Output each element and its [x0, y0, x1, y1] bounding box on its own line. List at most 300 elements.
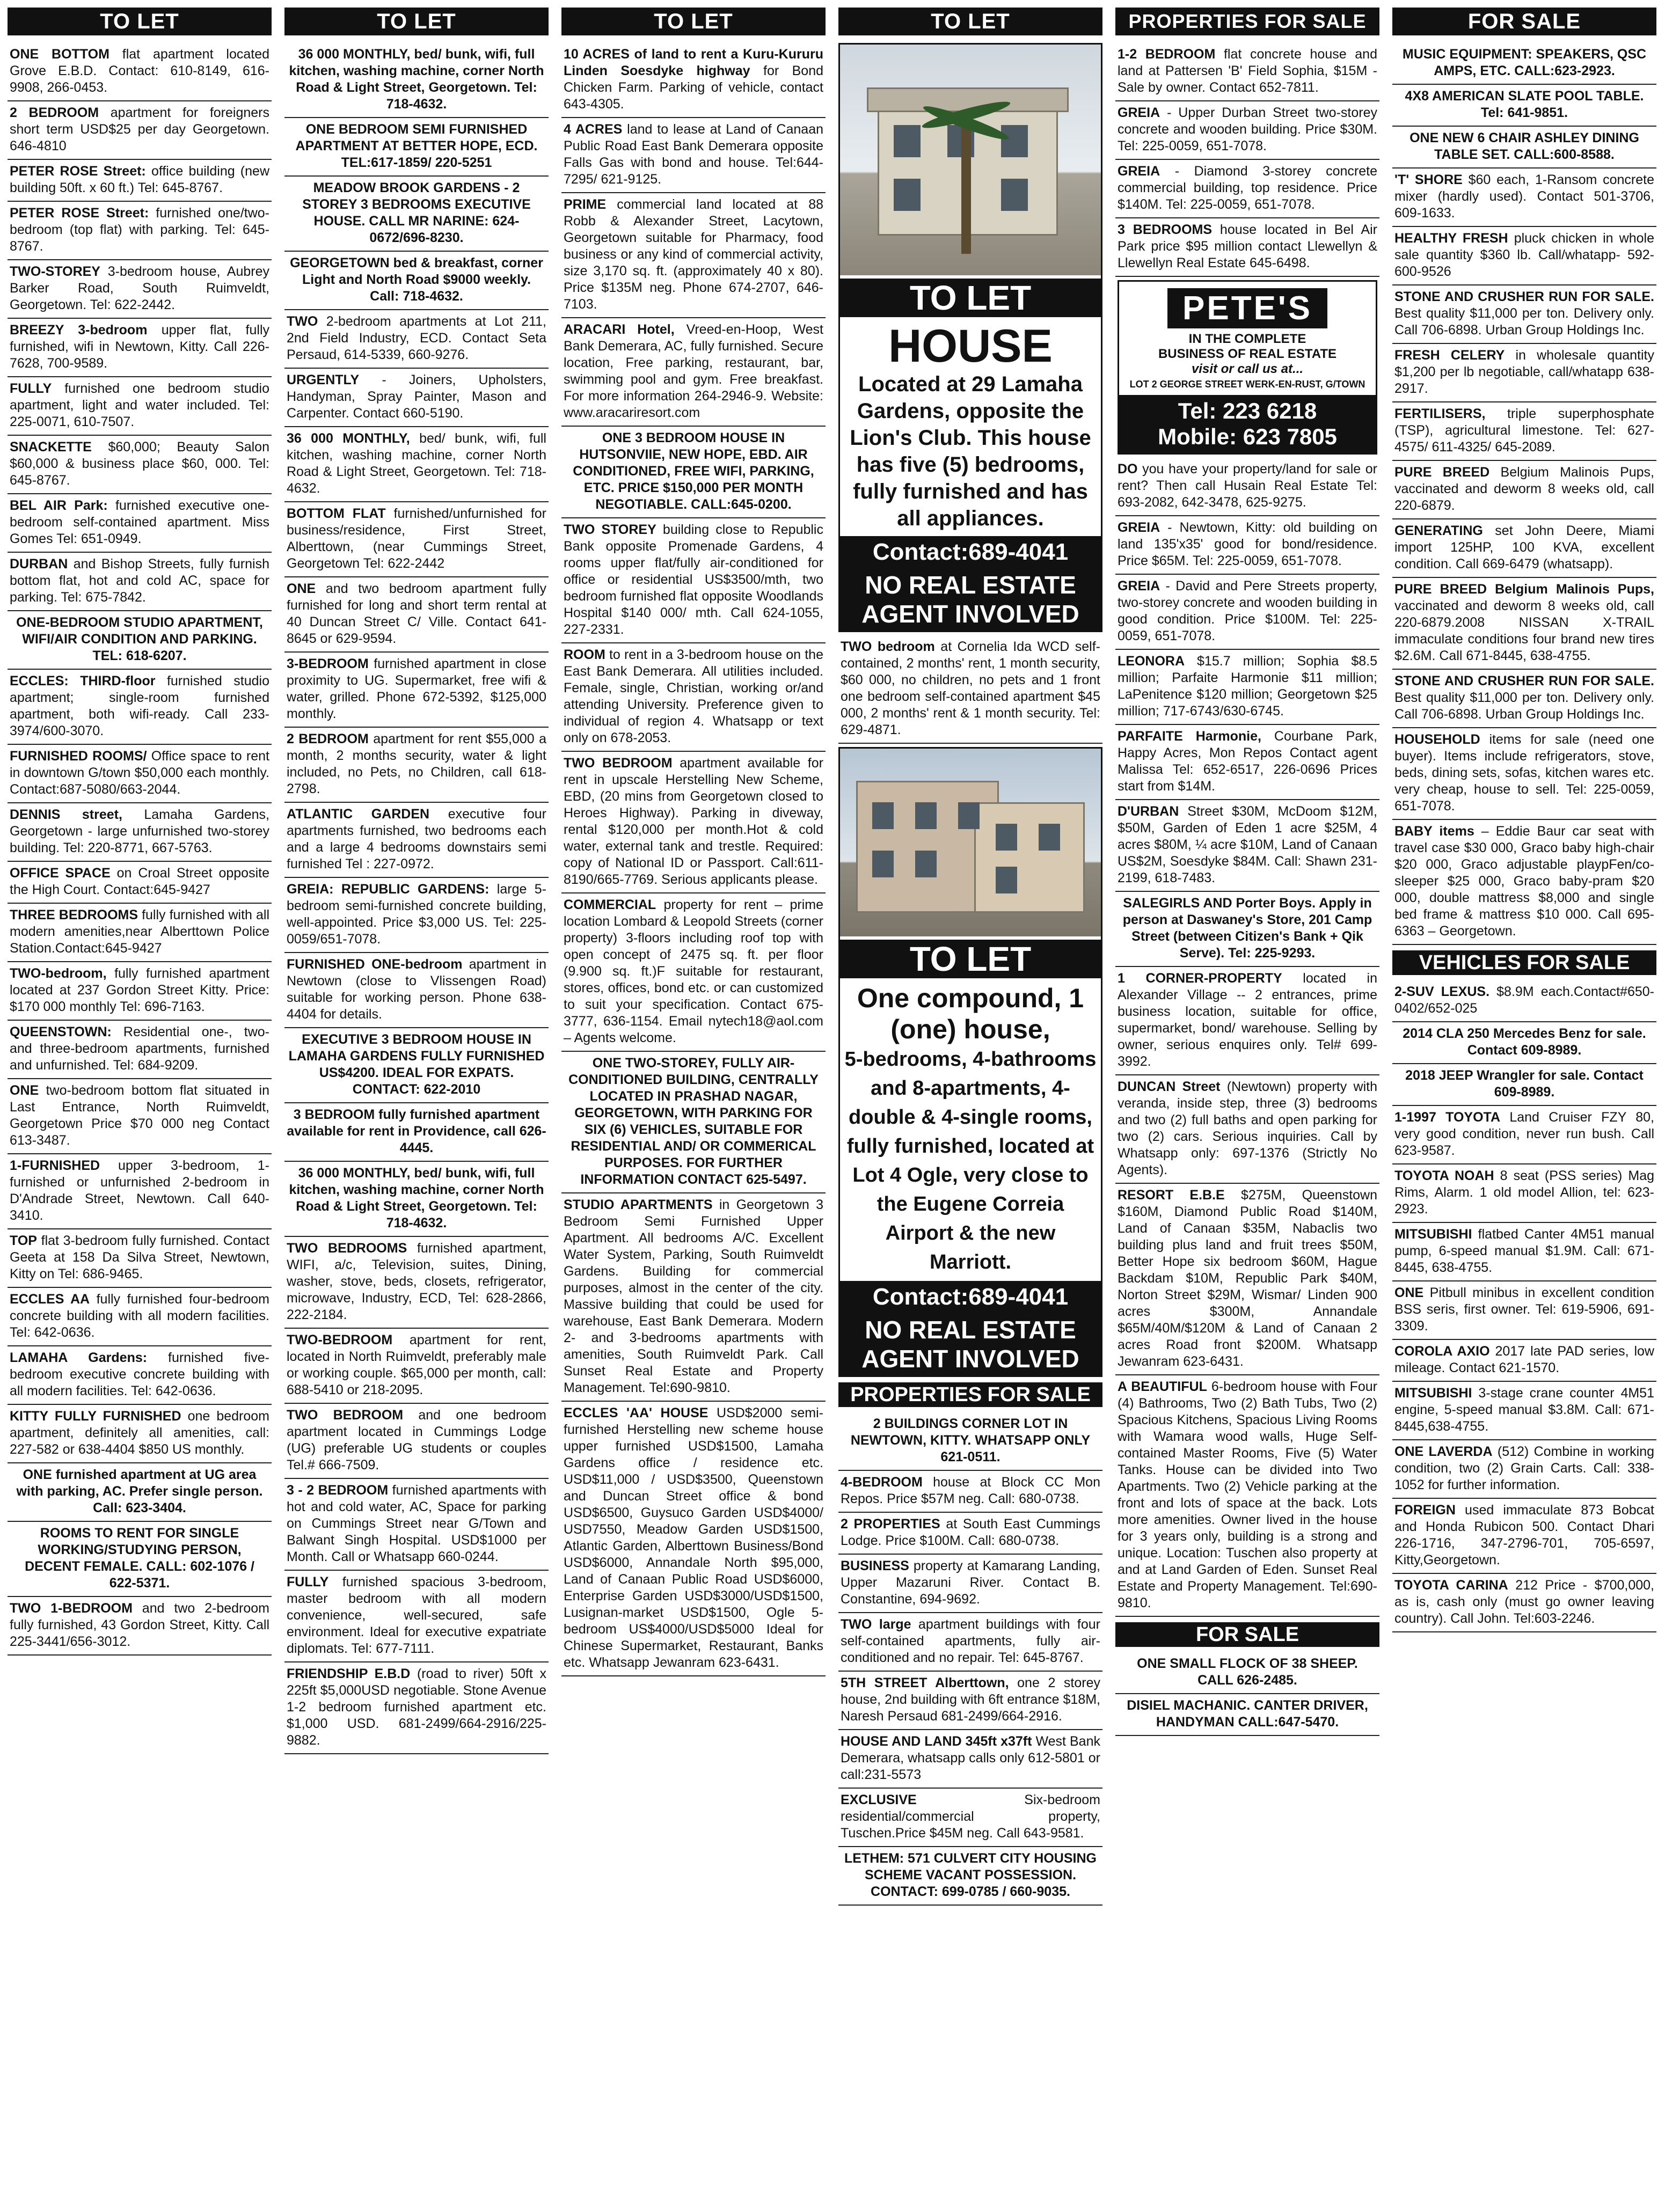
ad-lead: 2018 JEEP Wrangler for sale. Contact 609-8989.	[1405, 1068, 1644, 1100]
classified-ad	[8, 1079, 272, 1154]
classified-ad	[1392, 285, 1656, 344]
classified-ad	[8, 670, 272, 745]
ad-lead: TWO bedroom	[841, 639, 935, 654]
ad-text: house located in Bel Air Park price $95 million contact Llewellyn & Llewellyn Real Estate 645-6498.	[1118, 222, 1377, 270]
ad-text: property at Kamarang Landing, Upper Mazaruni River. Contact B. Constantine, 694-9692.	[841, 1558, 1100, 1607]
ad-lead: BUSINESS	[841, 1558, 909, 1573]
ad-lead: DURBAN	[10, 556, 68, 572]
house-contact: Contact:689-4041	[840, 536, 1101, 568]
ad-text: apartment in Newtown (close to Vlissengen Road) suitable for working person. Phone 638-4404 for details.	[287, 957, 546, 1022]
ad-lead: MITSUBISHI	[1394, 1227, 1472, 1242]
ad-text: property for rent – prime location Lombard & Leopold Streets (corner property) 3-floors including roof top with open concept of 2475 sq. ft. per floor (9.900 sq. ft.)F suitable for restaurant, stores, offices, bond etc. or can customized to suit your specification. Contact 675-3777, 636-1154. Email nytech18@aol.com – Agents welcome.	[564, 897, 823, 1045]
ad-text: in Georgetown 3 Bedroom Semi Furnished Upper Apartment. All bedrooms A/C. Excellent Water System, Parking, South Ruimveldt Gardens. Building for commercial purposes, almost in the center of the city. Massive building that could be used for warehouse, East Bank Demerara. Modern 2- and 3-bedrooms apartments with amenities, South Ruimveldt Park. Call Sunset Real Estate and Property Management. Tel:690-9810.	[564, 1197, 823, 1395]
ad-lead: ROOMS TO RENT FOR SINGLE WORKING/STUDYING PERSON, DECENT FEMALE. CALL: 602-1076 / 622-5371.	[25, 1526, 254, 1591]
classified-ad	[8, 377, 272, 436]
ad-list	[1115, 43, 1379, 277]
ad-lead: TWO STOREY	[564, 522, 656, 537]
column-to-let-1	[8, 8, 272, 2204]
ad-text: - Joiners, Upholsters, Handyman, Spray Painter, Mason and Carpenter. Contact 660-5190.	[287, 372, 546, 421]
column-header: TO LET	[561, 8, 826, 35]
classified-ad	[8, 160, 272, 202]
ad-list	[284, 43, 549, 1754]
ad-lead: 2 BEDROOM	[287, 731, 369, 746]
ad-lead: 2 BEDROOM	[10, 105, 99, 120]
ad-text: - David and Pere Streets property, two-storey concrete and wooden building in good condition. Price $100M. Tel: 225-0059, 651-7078.	[1118, 578, 1377, 643]
ad-lead: FULLY	[10, 381, 52, 396]
ad-text: and two bedroom apartment fully furnished for long and short term rental at 40 Duncan Street C/ Ville. Contact 641-8645 or 629-9594.	[287, 581, 546, 646]
classified-ad	[284, 310, 549, 369]
classified-ad	[284, 369, 549, 427]
ad-lead: A BEAUTIFUL	[1118, 1379, 1207, 1394]
ad-lead: ONE BEDROOM SEMI FURNISHED APARTMENT AT BETTER HOPE, ECD. TEL:617-1859/ 220-5251	[295, 122, 538, 170]
ad-text: 3-bedroom house, Aubrey Barker Road, South Ruimveldt, Georgetown. Tel: 622-2442.	[10, 264, 269, 312]
classified-ad	[1392, 1064, 1656, 1106]
ad-text: Office space to rent in downtown G/town $50,000 each monthly. Contact:687-5080/663-2044.	[10, 749, 269, 797]
ad-lead: PETER ROSE Street:	[10, 206, 149, 221]
ad-lead: 2 BUILDINGS CORNER LOT IN NEWTOWN, KITTY. WHATSAPP ONLY 621-0511.	[850, 1416, 1091, 1464]
ad-text: fully furnished with all modern amenities,near Alberttown Police Station.Contact:645-9427	[10, 907, 269, 956]
classified-ad	[8, 803, 272, 862]
classified-ad	[8, 862, 272, 904]
ad-text: furnished/unfurnished for business/residence, First Street, Alberttown, (near Cummings Street, Georgetown Tel: 622-2442	[287, 506, 546, 571]
ad-lead: QUEENSTOWN:	[10, 1024, 112, 1039]
classified-ad	[1392, 1164, 1656, 1223]
ad-lead: ARACARI Hotel,	[564, 322, 675, 337]
ad-lead: 1-2 BEDROOM	[1118, 47, 1216, 62]
house-title: HOUSE	[888, 320, 1053, 372]
ad-lead: TOYOTA CARINA	[1394, 1578, 1508, 1593]
ad-lead: HOUSEHOLD	[1394, 732, 1480, 747]
classified-ad	[8, 1463, 272, 1522]
ad-text: 8 seat (PSS series) Mag Rims, Alarm. 1 old model Allion, tel: 623-2923.	[1394, 1168, 1654, 1217]
ad-list	[1115, 1652, 1379, 1736]
ad-lead: GREIA	[1118, 105, 1160, 120]
logo-line: BUSINESS OF REAL ESTATE	[1158, 347, 1337, 361]
classified-ad	[1392, 1574, 1656, 1632]
section-header-properties-for-sale: PROPERTIES FOR SALE	[838, 1382, 1102, 1407]
ad-text: Best quality $11,000 per ton. Delivery only. Call 706-6898. Urban Group Holdings Inc.	[1394, 306, 1654, 338]
ad-lead: 2 PROPERTIES	[841, 1517, 940, 1532]
classified-ad	[1392, 85, 1656, 127]
ad-lead: 4-BEDROOM	[841, 1475, 923, 1490]
ad-text: upper 3-bedroom, 1-furnished or unfurnished 2-bedroom in D'Andrade Street, Newtown. Call 640-3410.	[10, 1158, 269, 1223]
ad-list	[1115, 458, 1379, 1617]
classified-ad	[1115, 892, 1379, 967]
classified-ad	[1115, 1375, 1379, 1617]
classified-ad	[561, 752, 826, 893]
column-header: TO LET	[838, 8, 1102, 35]
ad-lead: 36 000 MONTHLY,	[287, 431, 410, 446]
classified-ad	[8, 436, 272, 494]
ad-text: - Diamond 3-storey concrete commercial building, top residence. Price $140M. Tel: 225-0059, 651-7078.	[1118, 164, 1377, 212]
ad-lead: ONE BOTTOM	[10, 47, 109, 62]
ad-lead: GEORGETOWN bed & breakfast, corner Light and North Road $9000 weekly. Call: 718-4632.	[290, 255, 543, 304]
house-notice: NO REAL ESTATE AGENT INVOLVED	[840, 568, 1101, 631]
ad-text: large 5-bedroom semi-furnished concrete building, well-appointed. Price $3,000 US. Tel: 225-0059/651-7078.	[287, 882, 547, 947]
house-ad	[838, 43, 1102, 632]
classified-ad	[1115, 101, 1379, 160]
ad-lead: KITTY FULLY FURNISHED	[10, 1409, 181, 1424]
ad-text: commercial land located at 88 Robb & Alexander Street, Lacytown, Georgetown suitable for Pharmacy, food business or any kind of commercial activity, size 3,170 sq. ft. (approximately 40 x 80). Price $135M neg. Phone 674-2707, 646-7103.	[564, 197, 823, 312]
ad-lead: 10 ACRES of land to rent a Kuru-Kururu Linden Soesdyke highway	[564, 47, 823, 78]
ad-lead: ONE	[287, 581, 316, 596]
classified-ad	[284, 953, 549, 1028]
classified-ad	[1115, 725, 1379, 800]
classified-ad	[284, 1237, 549, 1329]
ad-text: flat concrete house and land at Pattersen 'B' Field Sophia, $15M - Sale by owner. Contact 652-7811.	[1118, 47, 1377, 95]
ad-lead: 3 BEDROOM fully furnished apartment available for rent in Providence, call 626-4445.	[287, 1107, 546, 1155]
ad-text: you have your property/land for sale or rent? Then call Husain Real Estate Tel: 693-2082, 642-3478, 625-9275.	[1118, 462, 1377, 510]
classified-ad	[284, 1162, 549, 1237]
classified-ad	[1392, 169, 1656, 227]
ad-lead: GREIA: REPUBLIC GARDENS:	[287, 882, 490, 897]
classified-ad	[561, 643, 826, 752]
ad-lead: 3-BEDROOM	[287, 656, 369, 671]
classified-ad	[1392, 1340, 1656, 1382]
ad-lead: 4 ACRES	[564, 122, 623, 137]
classified-ad	[284, 1329, 549, 1404]
classified-ad	[284, 427, 549, 502]
ad-text: 2-bedroom apartments at Lot 211, 2nd Field Industry, ECD. Contact Seta Persaud, 614-5339, 660-9276.	[287, 314, 546, 362]
ad-lead: TWO-STOREY	[10, 264, 100, 279]
ad-lead: HOUSE AND LAND 345ft x37ft	[841, 1734, 1032, 1749]
ad-lead: 3 - 2 BEDROOM	[287, 1483, 389, 1498]
ad-text: 2017 late PAD series, low mileage. Contact 621-1570.	[1394, 1344, 1654, 1375]
ad-lead: TWO-bedroom,	[10, 966, 107, 981]
ad-list	[838, 635, 1102, 744]
ad-text: apartment for rent $55,000 a month, 2 months security, water & light included, no Pets, no Children, call 618-2798.	[287, 731, 546, 796]
ad-lead: FURNISHED ONE-bedroom	[287, 957, 463, 972]
ad-lead: PETER ROSE Street:	[10, 164, 146, 179]
classified-ad	[8, 1522, 272, 1597]
ad-text: furnished five-bedroom executive concrete building with all modern facilities. Tel: 642-0636.	[10, 1350, 270, 1398]
ad-text: - Newtown, Kitty: old building on land 135'x35' good for bond/residence. Price $65M. Tel: 225-0059, 651-7078.	[1118, 520, 1377, 568]
ad-text: Courbane Park, Happy Acres, Mon Repos Contact agent Malissa Tel: 652-6517, 226-0696 Prices start from $14M.	[1118, 729, 1378, 794]
classified-ad	[284, 118, 549, 177]
ad-text: (Newtown) property with veranda, inside step, three (3) bedrooms and two (2) full baths and open parking for two (2) cars. Serious inquiries. Call by Whatsapp only: 697-1376 (Strictly No Agents).	[1118, 1079, 1377, 1177]
house-description: Located at 29 Lamaha Gardens, opposite the Lion's Club. This house has five (5) bedrooms, fully furnished and has all appliances.	[850, 372, 1091, 530]
ad-lead: SNACKETTE	[10, 440, 92, 455]
ad-text: furnished apartments with hot and cold water, AC, Space for parking on Cummings Street near G/Town and Balwant Singh Hospital. USD$1000 per Month. Call or Whatsapp 660-0244.	[287, 1483, 547, 1564]
ad-lead: BOTTOM FLAT	[287, 506, 386, 521]
ad-text: 6-bedroom house with Four (4) Bathrooms, Two (2) Bath Tubs, Two (2) Spacious Kitchens, Spacious Living Rooms with Wamara wood walls, Huge Self-contained Master Rooms, Five (5) Water Tanks. House can be divided into Two Apartments. Two (2) Vehicle parking at the front and lots of space at the back. Lots more amenities. Owner lived in the house for 3 years only, building is a strong and unique. Location: Tuschen also property at and at Land Garden of Eden. Sunset Real Estate and Property Management. Tel:690-9810.	[1118, 1379, 1377, 1610]
column-header: TO LET	[8, 8, 272, 35]
ad-lead: FOREIGN	[1394, 1503, 1456, 1518]
ad-lead: TWO 1-BEDROOM	[10, 1601, 133, 1616]
ad-text: to rent in a 3-bedroom house on the East Bank Demerara. All utilities included. Female, single, Christian, working or/and attending University. Preference given to individual of region 4. Whatsapp or text only on 678-2053.	[564, 647, 823, 745]
ad-lead: PARFAITE Harmonie,	[1118, 729, 1261, 744]
ad-lead: BABY items	[1394, 824, 1474, 839]
house-photo	[840, 45, 1101, 275]
ad-text: items for sale (need one buyer). Items include refrigerators, stove, beds, dining sets, sofas, kitchen wares etc. very cheap, house to sell. Tel: 225-0059, 651-7078.	[1394, 732, 1654, 814]
ad-text: USD$2000 semi- furnished Herstelling new scheme house upper furnished USD$1500, Lamaha Gardens office / residence etc. USD$11,000 / USD$3500, Queenstown and Duncan Street office & bond USD$6500, Guysuco Garden USD$4000/ USD7550, Meadow Garden USD$1500, Atlantic Garden, Alberttown Business/Bond USD$6000, Annandale North $95,000, Land of Canaan Public Road USD$6000, Enterprise Garden USD$3000/USD$1500, Lusignan-market USD$1500, Ogle 5-bedroom US$4000/USD$5000 Ideal for Chinese Supermarket, Restaurant, Banks etc. Whatsapp Jewanram 623-6431.	[564, 1405, 823, 1670]
compound-contact: Contact:689-4041	[840, 1281, 1101, 1313]
classified-ad	[284, 502, 549, 577]
classified-ad	[8, 43, 272, 101]
classified-ad	[1115, 575, 1379, 650]
classified-ad	[838, 635, 1102, 744]
ad-lead: 2-SUV LEXUS.	[1394, 984, 1490, 999]
compound-ad-body	[840, 978, 1101, 1281]
ad-lead: ONE LAVERDA	[1394, 1444, 1493, 1459]
classified-ad	[8, 904, 272, 962]
classified-ad	[284, 1404, 549, 1479]
classified-ad	[1392, 402, 1656, 461]
ad-text: pluck chicken in whole sale quantity $360 lb. Call/whatapp- 592-600-9526	[1394, 231, 1654, 279]
compound-ad	[838, 747, 1102, 1377]
column-to-let-2	[284, 8, 549, 2204]
ad-text: $8.9M each.Contact#650-0402/652-025	[1394, 984, 1654, 1016]
classified-ad	[838, 1672, 1102, 1730]
ad-lead: 3 BEDROOMS	[1118, 222, 1213, 237]
classified-ad	[1115, 1184, 1379, 1375]
ad-text: house at Block CC Mon Repos. Price $57M neg. Call: 680-0738.	[841, 1475, 1100, 1506]
house-ad-body	[840, 317, 1101, 536]
ad-lead: TOYOTA NOAH	[1394, 1168, 1494, 1183]
ad-lead: STONE AND CRUSHER RUN FOR SALE.	[1394, 289, 1654, 304]
ad-text: Residential one-, two- and three-bedroom apartments, furnished and unfurnished. Tel: 684-9209.	[10, 1024, 269, 1073]
classified-ad	[838, 1789, 1102, 1847]
column-header: PROPERTIES FOR SALE	[1115, 8, 1379, 35]
classified-ad	[1392, 1440, 1656, 1499]
classified-ad	[8, 1405, 272, 1463]
classified-ad	[284, 43, 549, 118]
classified-ad	[1115, 1075, 1379, 1184]
column-to-let-3	[561, 8, 826, 2204]
classified-ad	[561, 43, 826, 118]
logo-line: IN THE COMPLETE	[1188, 332, 1306, 346]
ad-lead: 'T' SHORE	[1394, 172, 1463, 187]
ad-lead: PURE BREED	[1394, 465, 1490, 480]
compound-photo	[840, 749, 1101, 936]
ad-lead: TWO BEDROOM	[287, 1408, 404, 1423]
ad-lead: ONE NEW 6 CHAIR ASHLEY DINING TABLE SET. CALL:600-8588.	[1410, 130, 1639, 162]
ad-lead: GENERATING	[1394, 523, 1483, 538]
ad-lead: HEALTHY FRESH	[1394, 231, 1508, 246]
ad-text: 3-stage crane counter 4M51 engine, 5-speed manual $3.8M. Call: 671-8445,638-4755.	[1394, 1386, 1654, 1434]
classified-ad	[838, 1613, 1102, 1672]
classified-ad	[561, 518, 826, 643]
classified-ad	[8, 1288, 272, 1346]
classified-ad	[8, 1346, 272, 1405]
classified-ad	[1392, 1281, 1656, 1340]
classified-ad	[284, 252, 549, 310]
ad-lead: MEADOW BROOK GARDENS - 2 STOREY 3 BEDROOMS EXECUTIVE HOUSE. CALL MR NARINE: 624-0672/696-8230.	[302, 180, 531, 245]
ad-text: building close to Republic Bank opposite Promenade Gardens, 4 rooms upper flat/fully air-conditioned for office or residential US$3500/mth, two bedroom furnished flat opposite Woodlands Hospital $140 000/ mth. Call 624-1055, 227-2331.	[564, 522, 823, 637]
classified-ad	[284, 1662, 549, 1754]
classified-ad	[561, 1193, 826, 1402]
ad-text: fully furnished apartment located at 237 Gordon Street Kitty. Price: $170 000 monthly Tel: 696-7163.	[10, 966, 269, 1014]
classified-ad	[1115, 458, 1379, 516]
ad-lead: LAMAHA Gardens:	[10, 1350, 148, 1365]
ad-text: apartment for foreigners short term USD$25 per day Georgetown. 646-4810	[10, 105, 270, 153]
classified-ad	[284, 728, 549, 803]
classified-ad	[1392, 43, 1656, 85]
ad-lead: DISIEL MACHANIC. CANTER DRIVER, HANDYMAN CALL:647-5470.	[1127, 1698, 1368, 1730]
ad-text: apartment available for rent in upscale Herstelling New Scheme, EBD, (20 mins from Georgetown closed to Heroes Highway). Parking in diveway, rental $120,000 per month.Hot & cold water, external tank and trestle. Required: copy of National ID or Passport. Call:611-8190/665-7769. Serious applicants please.	[564, 756, 823, 887]
classified-ad	[8, 553, 272, 611]
ad-lead: RESORT E.B.E	[1118, 1188, 1225, 1203]
ad-lead: FULLY	[287, 1574, 329, 1590]
ad-text: used immaculate 873 Bobcat and Honda Rubicon 500. Contact Dhari 226-1716, 347-2796-701, 705-6597, Kitty,Georgetown.	[1394, 1503, 1654, 1568]
petes-logo: PETE'S	[1167, 288, 1327, 328]
ad-text: flat 3-bedroom fully furnished. Contact Geeta at 158 Da Silva Street, Newtown, Kitty on Tel: 686-9465.	[10, 1233, 269, 1281]
ad-text: $60 each, 1-Ransom concrete mixer (hardly used). Contact 501-3706, 609-1633.	[1394, 172, 1655, 221]
compound-description: 5-bedrooms, 4-bathrooms and 8-apartments, 4-double & 4-single rooms, fully furnished, located at Lot 4 Ogle, very close to the Eugene Correia Airport & the new Marriott.	[844, 1048, 1097, 1273]
classified-ad	[838, 1730, 1102, 1789]
classified-ad	[1115, 800, 1379, 892]
petes-real-estate-ad	[1118, 280, 1377, 455]
ad-text: bed/ bunk, wifi, full kitchen, washing machine, corner North Road & Light Street, Georgetown. Tel: 718-4632.	[287, 431, 546, 496]
ad-text: for Bond Chicken Farm. Parking of vehicle, contact 643-4305.	[564, 63, 823, 112]
ad-lead: BEL AIR Park:	[10, 498, 108, 513]
classified-ad	[838, 1847, 1102, 1906]
ad-text: land to lease at Land of Canaan Public Road East Bank Demerara opposite Falls Gas with bond and house. Tel:644-7295/ 621-9125.	[564, 122, 824, 187]
ad-text: – Eddie Baur car seat with travel case $30 000, Graco baby high-chair $20 000, Graco adjustable playpFen/co-sleeper $25 000, Graco baby-pram $20 000, double mattress $8,000 and single bed frame & mattress $10 000. Call 695-6363 – Georgetown.	[1394, 824, 1654, 939]
ad-lead: EXECUTIVE 3 BEDROOM HOUSE IN LAMAHA GARDENS FULLY FURNISHED US$4200. IDEAL FOR EXPATS. CONTACT: 622-2010	[288, 1032, 545, 1097]
classified-ad	[1392, 728, 1656, 820]
ad-lead: TWO large	[841, 1617, 911, 1632]
ad-lead: PURE BREED Belgium Malinois Pups,	[1394, 582, 1654, 597]
ad-lead: BREEZY 3-bedroom	[10, 323, 148, 338]
classified-ad	[284, 653, 549, 728]
ad-text: West Bank Demerara, whatsapp calls only 612-5801 or call:231-5573	[841, 1734, 1100, 1782]
ad-lead: ECCLES AA	[10, 1292, 90, 1307]
ad-text: furnished executive one-bedroom self-contained apartment. Miss Gomes Tel: 651-0949.	[10, 498, 269, 546]
ad-text: $15.7 million; Sophia $8.5 million; Parfaite Harmonie $11 million; LaPenitence $120 million; Georgetown $25 million; 717-6743/630-6745.	[1118, 654, 1377, 719]
ad-lead: GREIA	[1118, 164, 1160, 179]
classified-ad	[838, 1471, 1102, 1513]
logo-tel: Tel: 223 6218	[1178, 398, 1317, 423]
ad-text: furnished one bedroom studio apartment, light and water included. Tel: 225-0071, 610-7507.	[10, 381, 269, 429]
logo-address: LOT 2 GEORGE STREET WERK-EN-RUST, G/TOWN	[1129, 379, 1365, 390]
ad-list	[1392, 43, 1656, 945]
compound-notice: NO REAL ESTATE AGENT INVOLVED	[840, 1313, 1101, 1375]
ad-lead: COROLA AXIO	[1394, 1344, 1490, 1359]
ad-lead: ONE TWO-STOREY, FULLY AIR-CONDITIONED BUILDING, CENTRALLY LOCATED IN PRASHAD NAGAR, GEORGETOWN, WITH PARKING FOR SIX (6) VEHICLES, SUITABLE FOR RESIDENTIAL AND/ OR COMMERICAL PURPOSES. FOR FURTHER INFORMATION CONTACT 625-5497.	[568, 1056, 819, 1187]
ad-text: fully furnished four-bedroom concrete building with all modern facilities. Tel: 642-0636.	[10, 1292, 269, 1340]
ad-lead: LEONORA	[1118, 654, 1185, 669]
ad-lead: TWO	[287, 314, 318, 329]
ad-text: one 2 storey house, 2nd building with 6ft entrance $18M, Naresh Persaud 681-2499/664-2916.	[841, 1675, 1101, 1724]
ad-list	[838, 1412, 1102, 1906]
ad-text: furnished apartment, WIFI, a/c, Television, suites, Dining, washer, stove, beds, closets, refrigerator, microwave, Industry, ECD, Tel: 628-2866, 222-2184.	[287, 1241, 546, 1322]
classified-ad	[561, 118, 826, 193]
classified-ad	[1392, 578, 1656, 670]
classified-ad	[838, 1513, 1102, 1555]
ad-lead: ONE-BEDROOM STUDIO APARTMENT, WIFI/AIR CONDITION AND PARKING. TEL: 618-6207.	[16, 615, 263, 663]
ad-lead: FURNISHED ROOMS/	[10, 749, 147, 764]
ad-lead: ONE 3 BEDROOM HOUSE IN HUTSONVIIE, NEW HOPE, EBD. AIR CONDITIONED, FREE WIFI, PARKING, ETC. PRICE $150,000 PER MONTH NEGOTIABLE. CALL:645-0200.	[573, 430, 814, 512]
ad-lead: DUNCAN Street	[1118, 1079, 1221, 1094]
classified-ad	[838, 1412, 1102, 1471]
ad-text: and two 2-bedroom fully furnished, 43 Gordon Street, Kitty. Call 225-3441/656-3012.	[10, 1601, 269, 1649]
classified-ad	[8, 611, 272, 670]
classified-ad	[284, 803, 549, 878]
ad-text: set John Deere, Miami import 125HP, 100 KVA, excellent condition. Call 669-6479 (whatsapp).	[1394, 523, 1654, 572]
classified-ad	[284, 878, 549, 953]
classified-ad	[1392, 1223, 1656, 1281]
classified-ad	[561, 427, 826, 518]
ad-text: Lamaha Gardens, Georgetown - large unfurnished two-storey building. Tel: 220-8771, 667-5763.	[10, 807, 269, 855]
ad-text: 212 Price - $700,000, as is, cash only (must go owner leaving country). Call John. Tel:603-2246.	[1394, 1578, 1654, 1626]
ad-text: Land Cruiser FZY 80, very good condition, never run bush. Call 623-9587.	[1394, 1110, 1655, 1158]
ad-lead: ONE	[1394, 1285, 1424, 1300]
ad-text: Six-bedroom residential/commercial property, Tuschen.Price $45M neg. Call 643-9581.	[841, 1792, 1100, 1841]
classified-ad	[8, 1229, 272, 1288]
ad-lead: URGENTLY	[287, 372, 360, 387]
classified-ad	[8, 101, 272, 160]
classified-ad	[1115, 650, 1379, 725]
ad-text: one bedroom apartment, definitely all amenities, call: 227-582 or 638-4404 $850 US monthly.	[10, 1409, 269, 1457]
ad-lead: DO	[1118, 462, 1138, 477]
section-header-vehicles-for-sale: VEHICLES FOR SALE	[1392, 950, 1656, 975]
classified-ad	[561, 1402, 826, 1676]
ad-lead: GREIA	[1118, 520, 1160, 535]
ad-lead: THREE BEDROOMS	[10, 907, 138, 922]
classified-ad	[1392, 227, 1656, 285]
classified-ad	[1392, 519, 1656, 578]
ad-lead: 1 CORNER-PROPERTY	[1118, 971, 1282, 986]
classified-ad	[284, 1103, 549, 1162]
ad-text: at Cornelia Ida WCD self-contained, 2 months' rent, 1 month security, $60 000, no children, no pets and 1 front one bedroom self-contained apartment $45 000, 2 months' rent & 1 month security. Tel: 629-4871.	[841, 639, 1100, 737]
classified-ad	[1392, 820, 1656, 945]
ad-text: flatbed Canter 4M51 manual pump, 6-speed manual $1.9M. Call: 671-8445, 638-4755.	[1394, 1227, 1654, 1275]
ad-lead: TWO-BEDROOM	[287, 1332, 393, 1347]
ad-list	[561, 43, 826, 1676]
classified-ad	[1392, 670, 1656, 728]
classified-ad	[1115, 1694, 1379, 1736]
ad-lead: COMMERCIAL	[564, 897, 656, 912]
ad-lead: 36 000 MONTHLY, bed/ bunk, wifi, full kitchen, washing machine, corner North Road & Light Street, Georgetown. Tel: 718-4632.	[289, 47, 544, 112]
classified-ad	[8, 494, 272, 553]
classified-ad	[8, 1597, 272, 1656]
classified-ad	[1115, 516, 1379, 575]
ad-text: located in Alexander Village -- 2 entrances, prime business location, suitable for office, supermarket, bond/ warehouse. Selling by owner, serious enquires only. Tel# 699-3992.	[1118, 971, 1377, 1069]
ad-lead: TWO BEDROOMS	[287, 1241, 407, 1256]
ad-text: apartment for rent, located in North Ruimveldt, preferably male or working couple. $65,000 per month, call: 688-5410 or 218-2095.	[287, 1332, 546, 1397]
classified-ad	[1115, 160, 1379, 218]
compound-banner: TO LET	[840, 940, 1101, 978]
ad-lead: ONE	[10, 1083, 39, 1098]
classified-ad	[1392, 1499, 1656, 1574]
ad-lead: EXCLUSIVE	[841, 1792, 917, 1807]
ad-lead: 4X8 AMERICAN SLATE POOL TABLE. Tel: 641-9851.	[1405, 89, 1644, 120]
classified-ad	[1392, 1382, 1656, 1440]
classified-ad	[284, 177, 549, 252]
classified-ad	[8, 745, 272, 803]
ad-text: furnished studio apartment; single-room furnished apartment, both wifi-ready. Call 233-3974/600-3070.	[10, 673, 269, 738]
ad-text: and one bedroom apartment located in Cummings Lodge (UG) preferable UG students or couples Tel.# 666-7509.	[287, 1408, 546, 1473]
classified-ad	[8, 260, 272, 319]
column-properties-for-sale	[1115, 8, 1379, 2204]
ad-text: at South East Cummings Lodge. Price $100M. Call: 680-0738.	[841, 1517, 1100, 1548]
classified-ad	[1392, 980, 1656, 1022]
ad-lead: ONE SMALL FLOCK OF 38 SHEEP. CALL 626-2485.	[1137, 1656, 1358, 1688]
ad-lead: STONE AND CRUSHER RUN FOR SALE.	[1394, 673, 1654, 688]
column-for-sale	[1392, 8, 1656, 2204]
ad-list	[1392, 980, 1656, 1632]
ad-text: and Bishop Streets, fully furnish bottom flat, hot and cold AC, space for parking. Tel: 675-7842.	[10, 556, 269, 605]
ad-lead: TWO BEDROOM	[564, 756, 673, 771]
classified-ad	[8, 1021, 272, 1079]
ad-lead: D'URBAN	[1118, 804, 1179, 819]
ad-text: $275M, Queenstown $160M, Diamond Public Road $140M, Land of Canaan $35M, Nabaclis two building plus land and fruit trees $50M, Better Hope six bedroom $60M, Hague Backdam $10M, Republic Park $40M, Norton Street $29M, Wismar/ Linden 900 acres $300M, Annandale $65M/40M/$120M & Land of Canaan 2 acres Road front $200M. Whatsapp Jewanram 623-6431.	[1118, 1188, 1377, 1369]
house-banner: TO LET	[840, 279, 1101, 317]
ad-lead: 1-1997 TOYOTA	[1394, 1110, 1501, 1125]
ad-text: (512) Combine in working condition, two (2) Grain Carts. Call: 338-1052 for further information.	[1394, 1444, 1655, 1492]
ad-lead: MUSIC EQUIPMENT: SPEAKERS, QSC AMPS, ETC. CALL:623-2923.	[1402, 47, 1647, 78]
